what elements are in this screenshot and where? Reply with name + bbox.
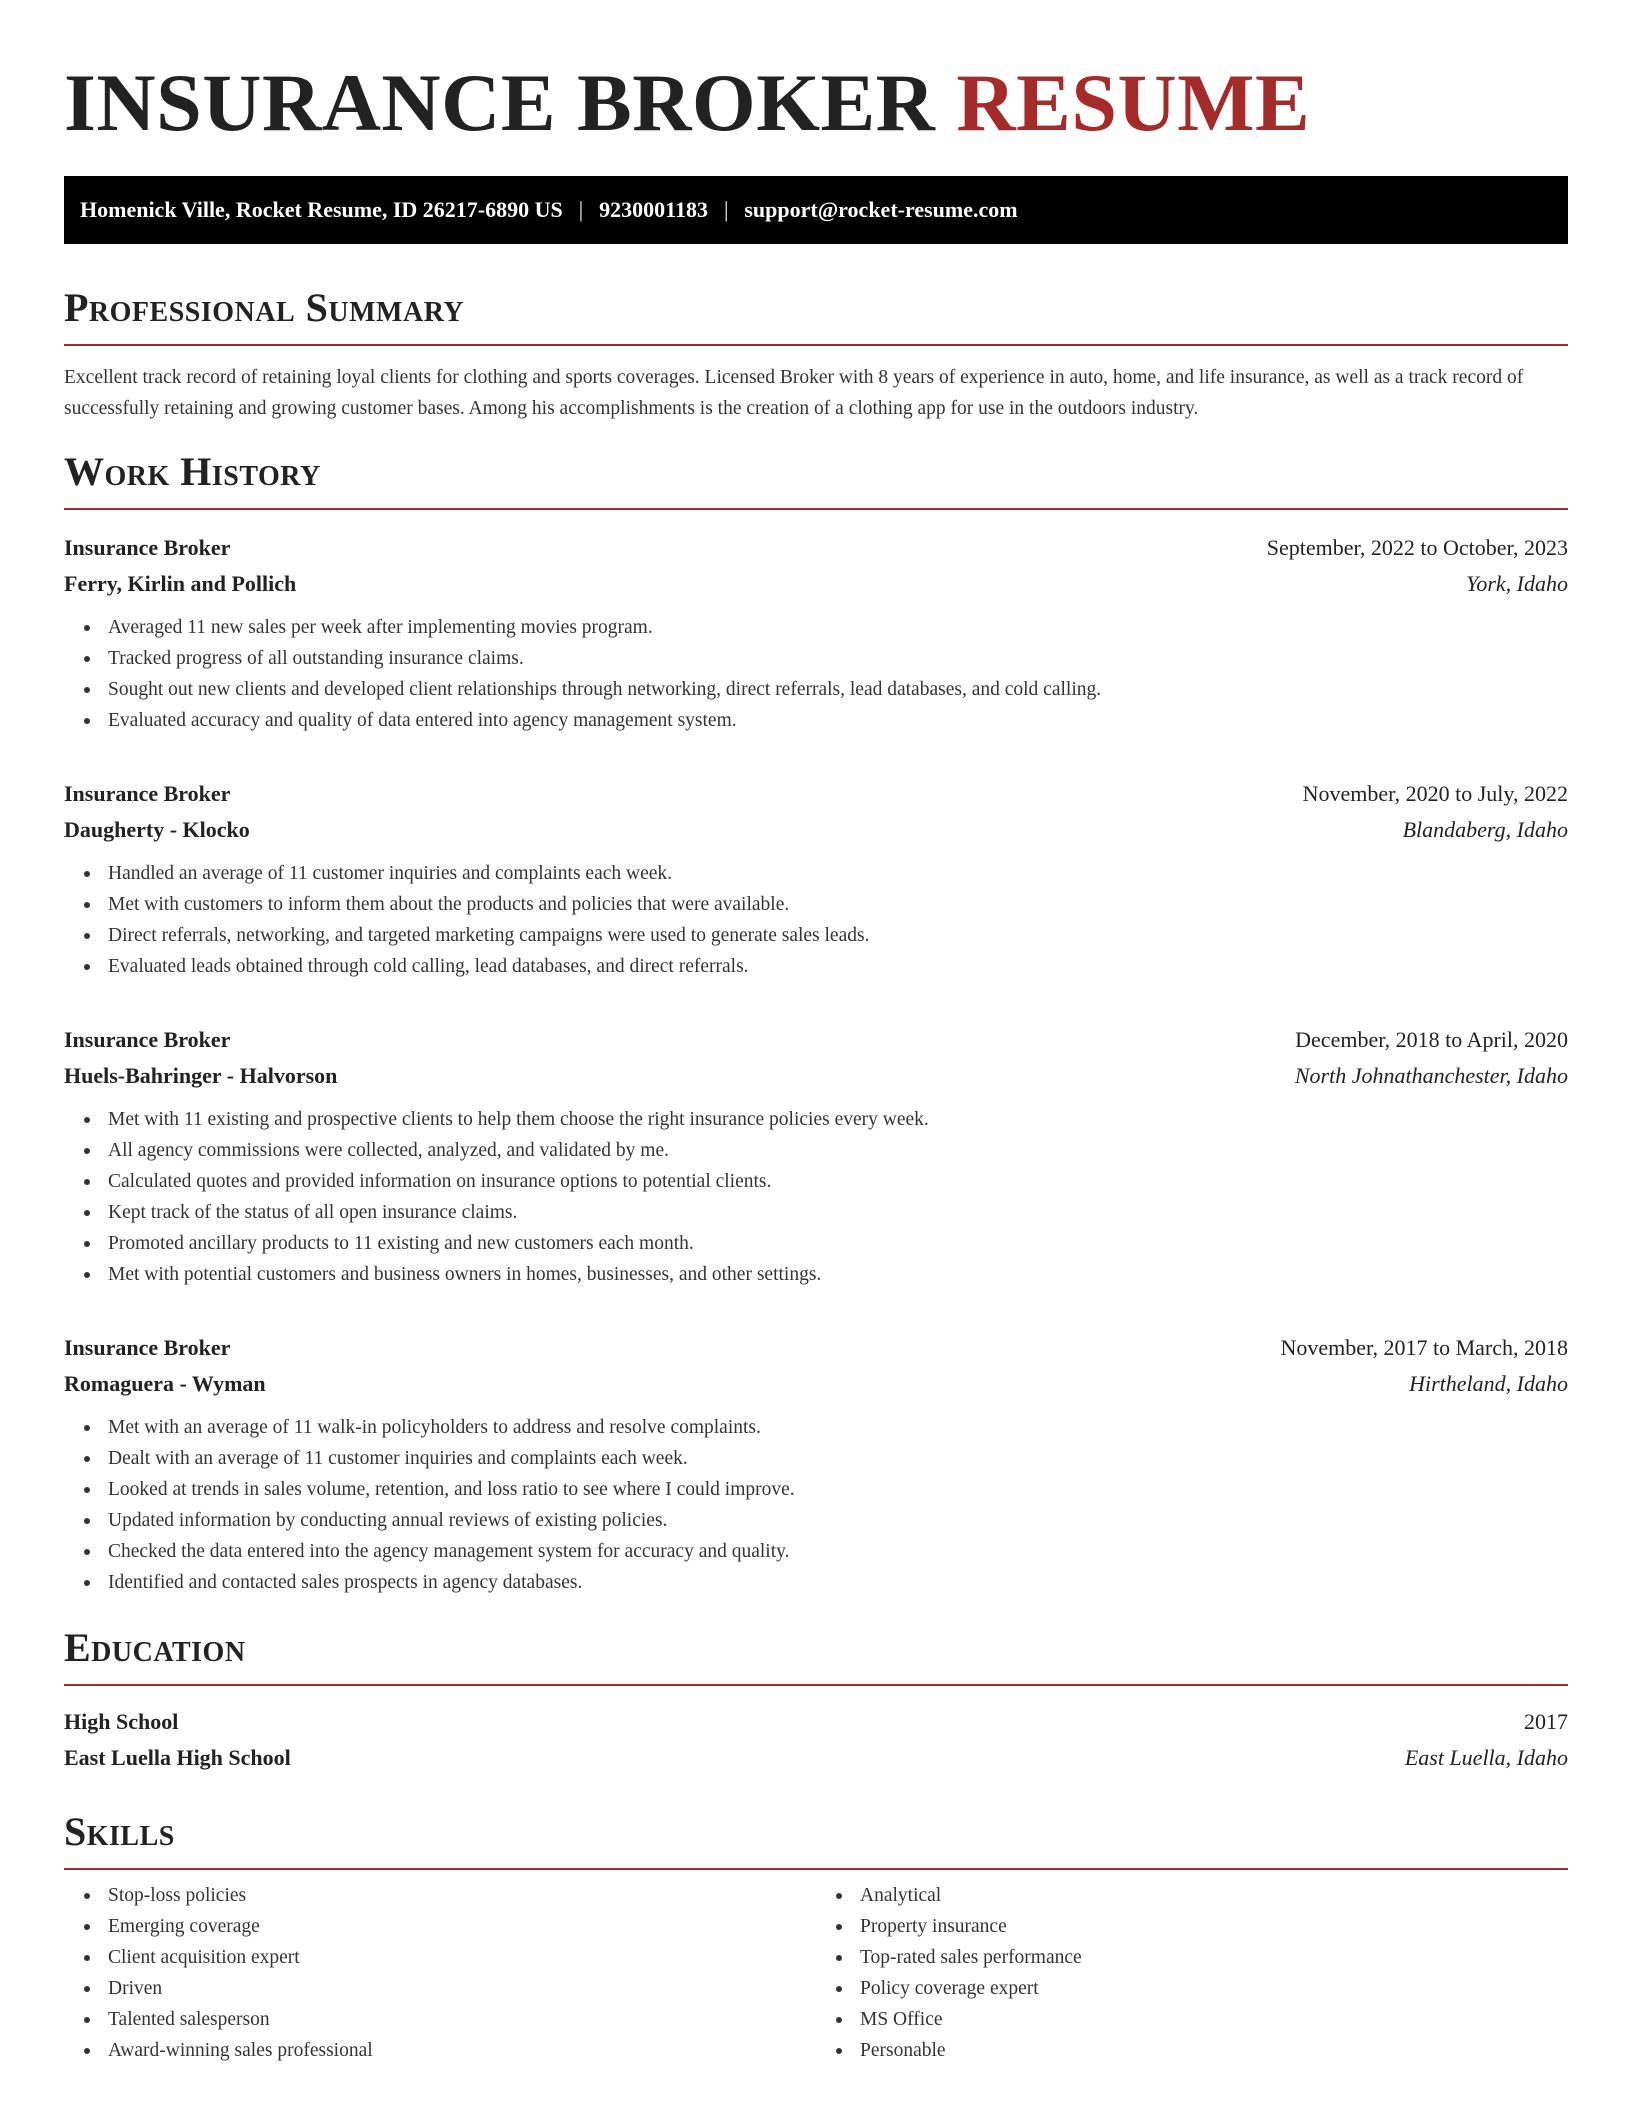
job-bullet: Kept track of the status of all open insurance claims. <box>108 1197 1568 1228</box>
job-bullet: Identified and contacted sales prospects in agency databases. <box>108 1567 1568 1598</box>
job-bullet: All agency commissions were collected, analyzed, and validated by me. <box>108 1135 1568 1166</box>
job-bullets <box>64 612 1568 736</box>
job-dates: September, 2022 to October, 2023 <box>1266 535 1568 560</box>
education-degree: High School <box>64 1709 179 1734</box>
job-header-row <box>64 776 1568 812</box>
job-bullets <box>64 858 1568 982</box>
resume-title <box>64 0 1568 146</box>
title-main: INSURANCE BROKER <box>64 57 936 148</box>
job-bullet: Met with an average of 11 walk-in policyholders to address and resolve complaints. <box>108 1412 1568 1443</box>
skill-item: Top-rated sales performance <box>860 1942 1568 1973</box>
job-bullet: Handled an average of 11 customer inquiries and complaints each week. <box>108 858 1568 889</box>
skill-item: Personable <box>860 2035 1568 2066</box>
title-accent: RESUME <box>956 57 1311 148</box>
contact-bar <box>64 176 1568 244</box>
job-bullet: Looked at trends in sales volume, retention, and loss ratio to see where I could improve. <box>108 1474 1568 1505</box>
job-entry <box>64 1330 1568 1598</box>
education-location: East Luella, Idaho <box>1404 1745 1568 1770</box>
job-title: Insurance Broker <box>64 1027 231 1052</box>
contact-phone: 9230001183 <box>599 197 708 222</box>
job-company-row <box>64 1366 1568 1402</box>
job-header-row <box>64 1330 1568 1366</box>
job-company: Romaguera - Wyman <box>64 1371 266 1396</box>
job-bullets <box>64 1104 1568 1290</box>
skill-item: Analytical <box>860 1880 1568 1911</box>
skill-item: Property insurance <box>860 1911 1568 1942</box>
job-company: Daugherty - Klocko <box>64 817 250 842</box>
job-location: Blandaberg, Idaho <box>1402 817 1568 842</box>
job-bullet: Tracked progress of all outstanding insurance claims. <box>108 643 1568 674</box>
summary-section <box>64 284 1568 424</box>
job-bullet: Met with potential customers and business owners in homes, businesses, and other settings. <box>108 1259 1568 1290</box>
job-dates: November, 2017 to March, 2018 <box>1280 1335 1568 1360</box>
job-bullet: Updated information by conducting annual reviews of existing policies. <box>108 1505 1568 1536</box>
job-company: Ferry, Kirlin and Pollich <box>64 571 297 596</box>
job-bullet: Evaluated leads obtained through cold calling, lead databases, and direct referrals. <box>108 951 1568 982</box>
skills-columns <box>64 1880 1568 2066</box>
skill-item: Client acquisition expert <box>108 1942 816 1973</box>
job-bullet: Met with 11 existing and prospective clients to help them choose the right insurance policies every week. <box>108 1104 1568 1135</box>
skill-item: Stop-loss policies <box>108 1880 816 1911</box>
skill-item: Driven <box>108 1973 816 2004</box>
job-location: Hirtheland, Idaho <box>1409 1371 1568 1396</box>
job-company-row <box>64 566 1568 602</box>
job-header-row <box>64 1022 1568 1058</box>
skill-item: Award-winning sales professional <box>108 2035 816 2066</box>
skill-item: MS Office <box>860 2004 1568 2035</box>
job-bullet: Calculated quotes and provided information on insurance options to potential clients. <box>108 1166 1568 1197</box>
job-title: Insurance Broker <box>64 535 231 560</box>
contact-separator: | <box>723 197 729 222</box>
job-bullets <box>64 1412 1568 1598</box>
work-history-section <box>64 448 1568 1598</box>
education-header-row <box>64 1704 1568 1740</box>
job-company-row <box>64 1058 1568 1094</box>
job-location: York, Idaho <box>1466 571 1568 596</box>
contact-email[interactable]: support@rocket-resume.com <box>744 197 1018 222</box>
job-bullet: Dealt with an average of 11 customer inquiries and complaints each week. <box>108 1443 1568 1474</box>
education-school-row <box>64 1740 1568 1776</box>
job-dates: November, 2020 to July, 2022 <box>1302 781 1568 806</box>
job-header-row <box>64 530 1568 566</box>
job-title: Insurance Broker <box>64 781 231 806</box>
education-entry <box>64 1704 1568 1776</box>
contact-address: Homenick Ville, Rocket Resume, ID 26217-6890 US <box>80 197 563 222</box>
education-section <box>64 1624 1568 1776</box>
skill-item: Policy coverage expert <box>860 1973 1568 2004</box>
summary-text: Excellent track record of retaining loyal clients for clothing and sports coverages. Licensed Broker with 8 years of experience in auto, home, and life insurance, as well as a track record of successfully retaining and growing customer bases. Among his accomplishments is the creation of a clothing app for use in the outdoors industry. <box>64 367 1524 419</box>
skills-heading: Skills <box>64 1808 1568 1870</box>
job-title: Insurance Broker <box>64 1335 231 1360</box>
job-dates: December, 2018 to April, 2020 <box>1295 1027 1568 1052</box>
job-company-row <box>64 812 1568 848</box>
skill-item: Emerging coverage <box>108 1911 816 1942</box>
skill-item: Talented salesperson <box>108 2004 816 2035</box>
work-history-heading: Work History <box>64 448 1568 510</box>
education-heading: Education <box>64 1624 1568 1686</box>
job-entry <box>64 776 1568 982</box>
job-bullet: Met with customers to inform them about the products and policies that were available. <box>108 889 1568 920</box>
contact-separator: | <box>578 197 584 222</box>
education-year: 2017 <box>1524 1709 1568 1734</box>
job-bullet: Direct referrals, networking, and targeted marketing campaigns were used to generate sales leads. <box>108 920 1568 951</box>
job-bullet: Evaluated accuracy and quality of data entered into agency management system. <box>108 705 1568 736</box>
job-entry <box>64 1022 1568 1290</box>
skills-section <box>64 1808 1568 2066</box>
skills-list-right <box>816 1880 1568 2066</box>
job-bullet: Averaged 11 new sales per week after implementing movies program. <box>108 612 1568 643</box>
job-entry <box>64 530 1568 736</box>
job-bullet: Checked the data entered into the agency management system for accuracy and quality. <box>108 1536 1568 1567</box>
job-bullet: Sought out new clients and developed client relationships through networking, direct referrals, lead databases, and cold calling. <box>108 674 1568 705</box>
job-company: Huels-Bahringer - Halvorson <box>64 1063 338 1088</box>
job-location: North Johnathanchester, Idaho <box>1294 1063 1568 1088</box>
summary-heading: Professional Summary <box>64 284 1568 346</box>
skills-list-left <box>64 1880 816 2066</box>
job-bullet: Promoted ancillary products to 11 existing and new customers each month. <box>108 1228 1568 1259</box>
education-school: East Luella High School <box>64 1745 291 1770</box>
